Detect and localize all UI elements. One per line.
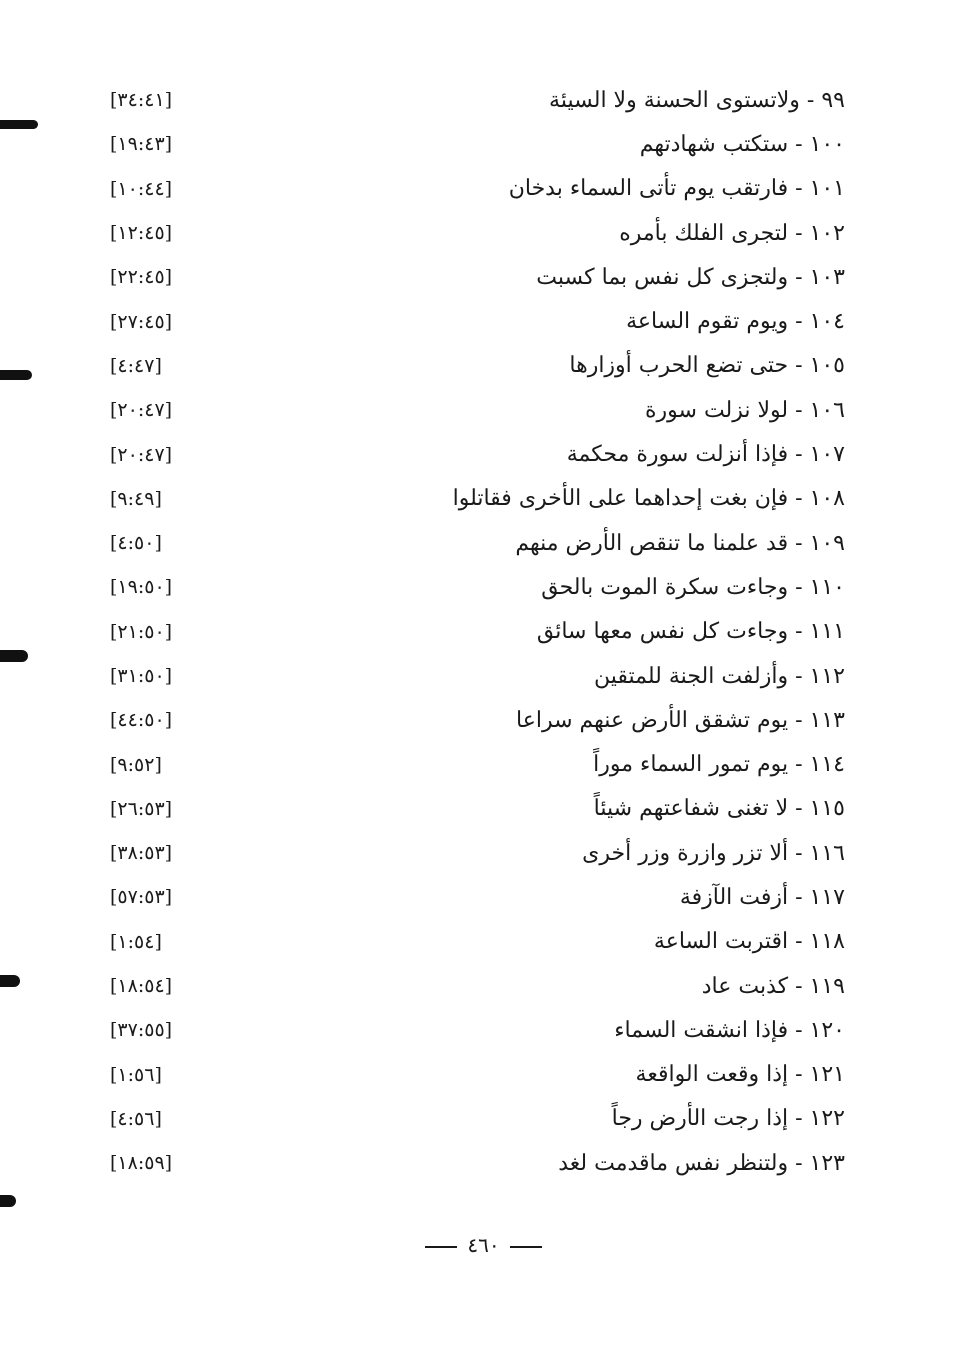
verse-reference: [٣٤:٤١] [110, 89, 173, 112]
verse-entry [110, 255, 845, 299]
verse-reference: [٤٤:٥٠] [110, 709, 173, 732]
binding-mark [0, 975, 20, 987]
verse-reference: [٢١:٥٠] [110, 620, 173, 643]
verse-entry [110, 742, 845, 786]
verse-reference: [٣٨:٥٣] [110, 842, 173, 865]
verse-text: ٩٩ - ولاتستوى الحسنة ولا السيئة [549, 87, 845, 113]
verse-reference: [٢٠:٤٧] [110, 399, 173, 422]
verse-text: ١٠٣ - ولتجزى كل نفس بما كسبت [536, 264, 845, 290]
verse-text: ١٢٠ - فإذا انشقت السماء [614, 1017, 845, 1043]
verse-text: ١٠١ - فارتقب يوم تأتى السماء بدخان [508, 176, 845, 202]
verse-entry [110, 521, 845, 565]
verse-text: ١١٩ - كذبت عاد [701, 973, 845, 999]
verse-index-list [110, 78, 845, 1185]
page-number-dash [425, 1246, 457, 1248]
verse-reference: [٥٧:٥٣] [110, 886, 173, 909]
verse-entry [110, 1141, 845, 1185]
verse-reference: [١٠:٤٤] [110, 177, 173, 200]
verse-reference: [١٨:٥٤] [110, 975, 173, 998]
verse-reference: [٤:٥٠] [110, 532, 162, 555]
binding-mark [0, 370, 32, 380]
verse-entry [110, 78, 845, 122]
verse-entry [110, 211, 845, 255]
verse-reference: [٢٦:٥٣] [110, 797, 173, 820]
verse-reference: [١٩:٤٣] [110, 133, 173, 156]
verse-text: ١٢١ - إذا وقعت الواقعة [635, 1062, 845, 1088]
verse-text: ١٠٢ - لتجرى الفلك بأمره [619, 220, 845, 246]
verse-text: ١٠٦ - لولا نزلت سورة [645, 397, 845, 423]
verse-entry [110, 875, 845, 919]
verse-entry [110, 432, 845, 476]
verse-entry [110, 831, 845, 875]
binding-mark [0, 650, 28, 662]
verse-reference: [٩:٤٩] [110, 487, 162, 510]
verse-text: ١٢٢ - إذا رجت الأرض رجاً [611, 1106, 845, 1132]
verse-entry [110, 477, 845, 521]
verse-text: ١١٦ - ألا تزر وازرة وزر أخرى [582, 840, 845, 866]
verse-reference: [٣٧:٥٥] [110, 1019, 173, 1042]
verse-text: ١١٤ - يوم تمور السماء موراً [593, 752, 845, 778]
verse-text: ١١٢ - وأزلفت الجنة للمتقين [594, 663, 845, 689]
verse-reference: [٤:٥٦] [110, 1107, 162, 1130]
verse-text: ١١٥ - لا تغنى شفاعتهم شيئاً [593, 796, 845, 822]
verse-text: ١٠٨ - فإن بغت إحداهما على الأخرى فقاتلوا [452, 486, 845, 512]
verse-reference: [٢٠:٤٧] [110, 443, 173, 466]
verse-entry [110, 1008, 845, 1052]
binding-mark [0, 1195, 16, 1207]
verse-text: ١٠٠ - ستكتب شهادتهم [639, 131, 845, 157]
verse-entry [110, 388, 845, 432]
verse-entry [110, 299, 845, 343]
verse-text: ١١١ - وجاءت كل نفس معها سائق [536, 619, 845, 645]
verse-entry [110, 565, 845, 609]
verse-text: ١١٨ - اقتربت الساعة [653, 929, 845, 955]
verse-reference: [١:٥٤] [110, 930, 162, 953]
verse-entry [110, 344, 845, 388]
verse-text: ١٠٩ - قد علمنا ما تنقص الأرض منهم [515, 530, 845, 556]
verse-reference: [٢٧:٤٥] [110, 310, 173, 333]
verse-reference: [٢٢:٤٥] [110, 266, 173, 289]
verse-reference: [٣١:٥٠] [110, 665, 173, 687]
verse-entry [110, 167, 845, 211]
verse-reference: [١:٥٦] [110, 1063, 162, 1086]
verse-text: ١٠٧ - فإذا أنزلت سورة محكمة [566, 442, 845, 468]
verse-text: ١٠٤ - ويوم تقوم الساعة [626, 309, 845, 335]
page-number-dash [510, 1246, 542, 1248]
verse-entry [110, 787, 845, 831]
verse-entry [110, 1097, 845, 1141]
verse-entry [110, 122, 845, 166]
verse-reference: [١٢:٤٥] [110, 222, 173, 245]
verse-text: ١١٣ - يوم تشقق الأرض عنهم سراعا [516, 707, 845, 733]
verse-entry [110, 698, 845, 742]
verse-entry [110, 964, 845, 1008]
verse-text: ١١٠ - وجاءت سكرة الموت بالحق [541, 574, 845, 600]
verse-entry [110, 654, 845, 698]
verse-text: ١٠٥ - حتى تضع الحرب أوزارها [569, 353, 845, 379]
verse-reference: [١٩:٥٠] [110, 576, 173, 599]
page-number [0, 1233, 967, 1257]
verse-reference: [٤:٤٧] [110, 354, 162, 377]
page-number-value: ٤٦٠ [467, 1233, 500, 1257]
verse-entry [110, 920, 845, 964]
binding-mark [0, 120, 38, 129]
verse-text: ١١٧ - أزفت الآزفة [679, 884, 845, 910]
verse-entry [110, 1053, 845, 1097]
verse-text: ١٢٣ - ولتنظر نفس ماقدمت لغد [558, 1150, 845, 1176]
verse-reference: [٩:٥٢] [110, 753, 162, 776]
verse-entry [110, 610, 845, 654]
verse-reference: [١٨:٥٩] [110, 1152, 173, 1175]
